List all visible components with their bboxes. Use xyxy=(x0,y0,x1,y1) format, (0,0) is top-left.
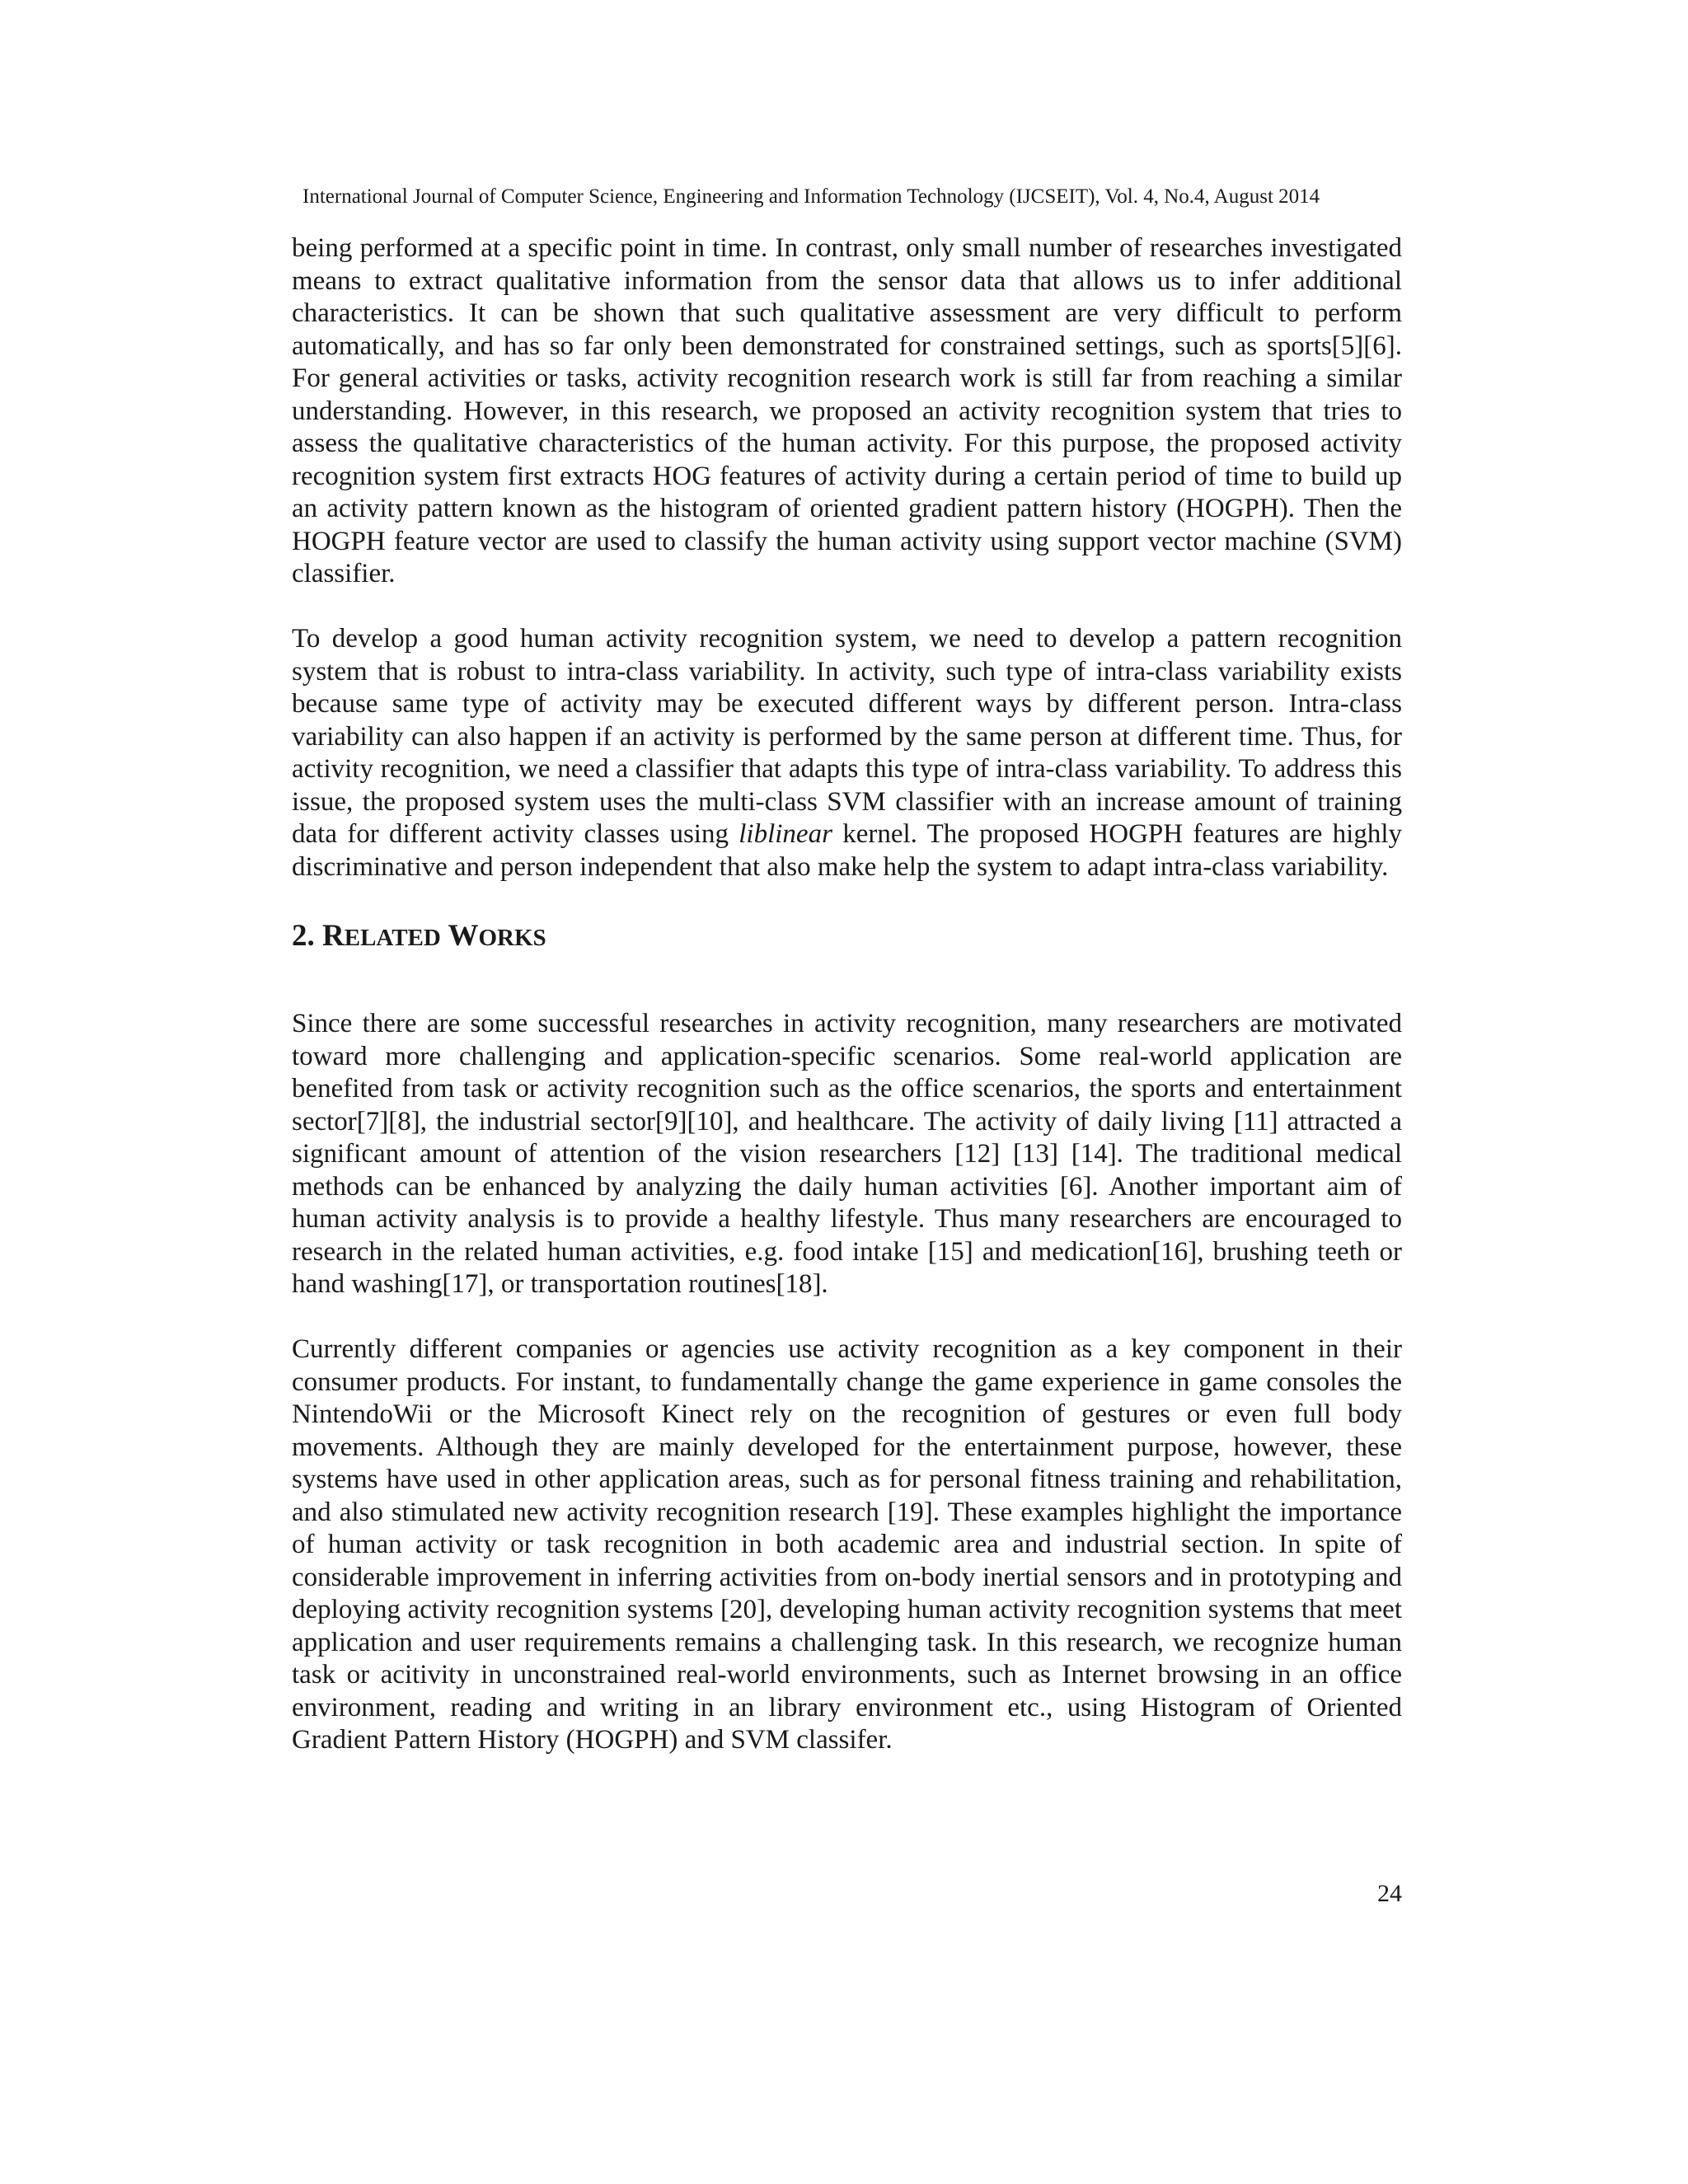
paragraph-2-italic-term: liblinear xyxy=(738,819,832,849)
paragraph-2-text-b: kernel. The proposed HOGPH features are highly discriminative and person independent that also make help the system to adapt intra-class variability. xyxy=(292,819,1403,882)
paragraph-2-text-a: To develop a good human activity recognition system, we need to develop a pattern recognition system that is robust to intra-class variability. In activity, such type of intra-class variability exists because same type of activity may be executed different ways by different person. Intra-class variability can also happen if an activity is performed by the same person at different time. Thus, for activity recognition, we need a classifier that adapts this type of intra-class variability. To address this issue, the proposed system uses the multi-class SVM classifier with an increase amount of training data for different activity classes using xyxy=(292,624,1402,849)
section-number: 2. xyxy=(292,919,322,953)
section-title-small-elated: ELATED xyxy=(344,925,441,951)
paragraph-3: Since there are some successful researches in activity recognition, many researchers are motivated toward more challenging and application-specific scenarios. Some real-world application are benefited from task or activity recognition such as the office scenarios, the sports and entertainment sector[7][8], the industrial sector[9][10], and healthcare. The activity of daily living [11] attracted a significant amount of attention of the vision researchers [12] [13] [14]. The traditional medical methods can be enhanced by analyzing the daily human activities [6]. Another important aim of human activity analysis is to provide a healthy lifestyle. Thus many researchers are encouraged to research in the related human activities, e.g. food intake [15] and medication[16], brushing teeth or hand washing[17], or transportation routines[18]. xyxy=(292,1009,1402,1299)
running-header: International Journal of Computer Science, Engineering and Information Technology (IJCSEIT), Vol. 4, No.4, August 2014 xyxy=(302,185,1320,208)
section-title-cap-w: W xyxy=(448,919,479,953)
paragraph-1: being performed at a specific point in time. In contrast, only small number of researches investigated means to extract qualitative information from the sensor data that allows us to infer additional characteristics. It can be shown that such qualitative assessment are very difficult to perform automatically, and has so far only been demonstrated for constrained settings, such as sports[5][6]. For general activities or tasks, activity recognition research work is still far from reaching a similar understanding. However, in this research, we proposed an activity recognition system that tries to assess the qualitative characteristics of the human activity. For this purpose, the proposed activity recognition system first extracts HOG features of activity during a certain period of time to build up an activity pattern known as the histogram of oriented gradient pattern history (HOGPH). Then the HOGPH feature vector are used to classify the human activity using support vector machine (SVM) classifier. xyxy=(292,233,1402,588)
section-title-small-orks: ORKS xyxy=(478,925,546,951)
section-heading xyxy=(292,918,1402,956)
paragraph-4: Currently different companies or agencies use activity recognition as a key component in their consumer products. For instant, to fundamentally change the game experience in game consoles the NintendoWii or the Microsoft Kinect rely on the recognition of gestures or even full body movements. Although they are mainly developed for the entertainment purpose, however, these systems have used in other application areas, such as for personal fitness training and rehabilitation, and also stimulated new activity recognition research [19]. These examples highlight the importance of human activity or task recognition in both academic area and industrial section. In spite of considerable improvement in inferring activities from on-body inertial sensors and in prototyping and deploying activity recognition systems [20], developing human activity recognition systems that meet application and user requirements remains a challenging task. In this research, we recognize human task or acitivity in unconstrained real-world environments, such as Internet browsing in an office environment, reading and writing in an library environment etc., using Histogram of Oriented Gradient Pattern History (HOGPH) and SVM classifer. xyxy=(292,1334,1402,1755)
page-number: 24 xyxy=(1377,1880,1402,1907)
body-text xyxy=(292,232,1402,1757)
section-title-cap-r: R xyxy=(322,919,345,953)
paragraph-2 xyxy=(292,623,1402,883)
